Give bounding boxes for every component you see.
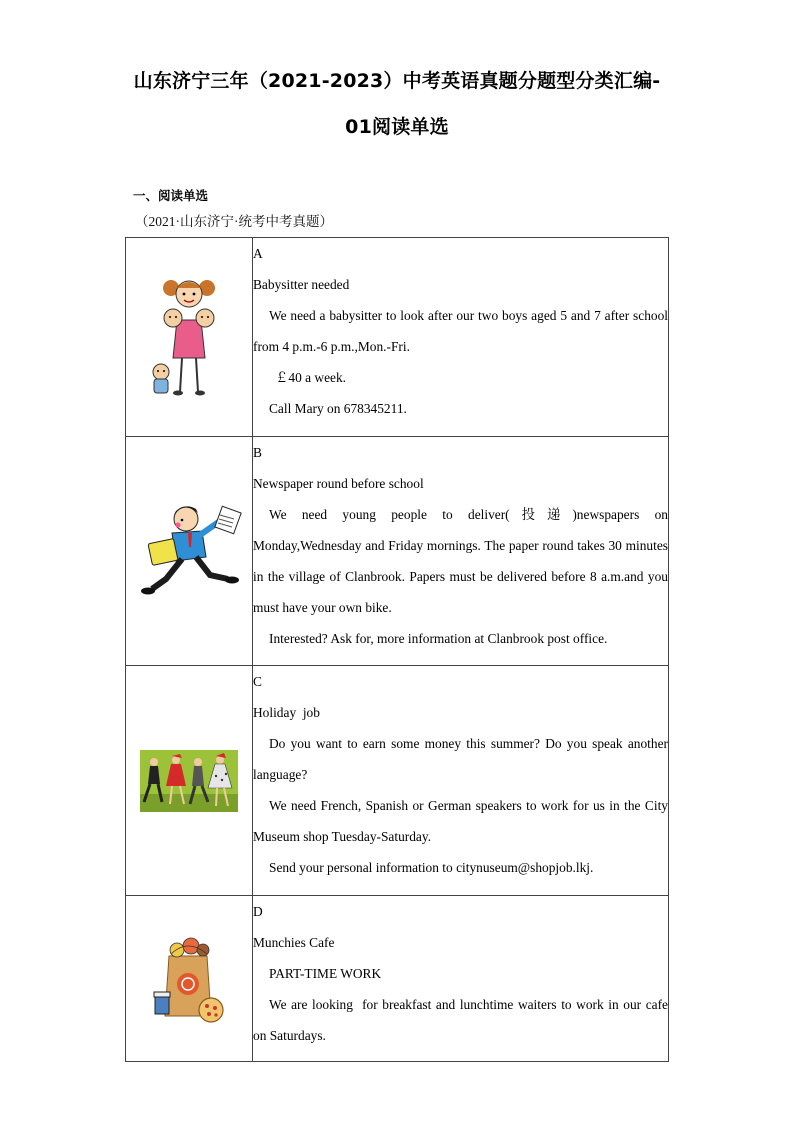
ad-row-c (126, 666, 669, 896)
ad-a-letter: A (253, 246, 263, 261)
ad-d-letter: D (253, 904, 263, 919)
ad-a-paragraph-2: ￡40 a week. (275, 370, 347, 385)
babysitter-illustration (149, 272, 229, 402)
ad-b-text (253, 437, 669, 666)
ad-c-letter: C (253, 674, 262, 689)
ad-c-text (253, 666, 669, 896)
ad-a-title: Babysitter needed (253, 277, 350, 292)
ad-d-paragraph-2: We are looking for breakfast and lunchtime waiters to work in our cafe on Saturdays. (253, 997, 672, 1043)
dancers-illustration-cell (126, 666, 253, 896)
ad-d-text (253, 896, 672, 1062)
ad-c-paragraph-3: Send your personal information to citynuseum@shopjob.lkj. (269, 860, 594, 875)
ad-b-paragraph-2: Interested? Ask for, more information at Clanbrook post office. (269, 631, 608, 646)
cafe-food-illustration (151, 934, 227, 1024)
ad-row-b (126, 437, 669, 666)
ad-a-paragraph-3: Call Mary on 678345211. (269, 401, 407, 416)
newspaper-boy-illustration (134, 501, 244, 601)
ad-row-a (126, 238, 669, 437)
ad-c-title: Holiday job (253, 705, 320, 720)
ad-c-paragraph-2: We need French, Spanish or German speakers to work for us in the City Museum shop Tuesday-Saturday. (253, 798, 668, 844)
newspaper-boy-illustration-cell (126, 437, 253, 666)
ad-d-title: Munchies Cafe (253, 935, 335, 950)
ad-a-text (253, 238, 669, 437)
question-source: （2021·山东济宁·统考中考真题） (135, 214, 333, 229)
document-title-line1: 山东济宁三年（2021-2023）中考英语真题分题型分类汇编- (133, 70, 661, 92)
ad-a-paragraph-1: We need a babysitter to look after our two boys aged 5 and 7 after school from 4 p.m.-6 p.m.,Mon.-Fri. (253, 308, 668, 354)
cafe-food-illustration-cell (126, 896, 253, 1062)
ad-b-paragraph-1: We need young people to deliver(投递)newspapers on Monday,Wednesday and Friday mornings. The paper round takes 30 minutes in the village of Clanbrook. Papers must be delivered before 8 a.m.and you must have your own bike. (253, 507, 668, 615)
section-heading: 一、阅读单选 (133, 188, 209, 203)
ad-b-title: Newspaper round before school (253, 476, 424, 491)
ad-row-d (126, 896, 669, 1062)
ad-b-letter: B (253, 445, 262, 460)
ads-table (125, 237, 672, 1062)
dancers-illustration (140, 750, 238, 812)
document-title-line2: 01阅读单选 (345, 116, 449, 138)
ad-d-paragraph-1: PART-TIME WORK (269, 966, 382, 981)
ad-c-paragraph-1: Do you want to earn some money this summer? Do you speak another language? (253, 736, 668, 782)
babysitter-illustration-cell (126, 238, 253, 437)
